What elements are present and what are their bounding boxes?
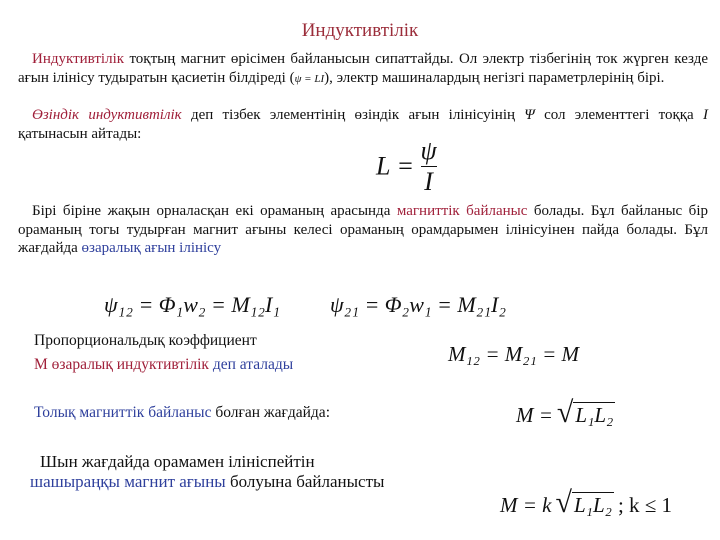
paragraph-mutual (18, 202, 708, 258)
symbol-M: M (34, 356, 48, 373)
paragraph-text: Бірі біріне жақын орналасқан екі ораманың арасында (32, 203, 397, 219)
symbol-psi: Ψ (524, 107, 535, 123)
paragraph-text: болады. Бұл байланыс бір ораманың тогы тудырған магнит ағыны келесі ораманың орамдарымен ілінісуінен пайда болады. Бұл жағдайда (18, 203, 708, 256)
formula-M-equal: M₁₂ = M₂₁ = M (448, 342, 580, 366)
denominator: I (424, 167, 433, 196)
formula-psi12: ψ₁₂ = Φ₁w₂ = M₁₂I₁ (104, 292, 280, 317)
slide-title: Индуктивтілік (301, 20, 419, 41)
label-real-case: Шын жағдайда орамамен ілініспейтін (40, 452, 315, 471)
term-full-coupling: Толық магниттік байланыс (34, 404, 212, 421)
symbol-current: I (702, 107, 708, 123)
term-inductance: Индуктивтілік (32, 51, 125, 67)
label-mutual-inductance (34, 356, 293, 374)
term-mutual-flux-linkage: өзаралық ағын ілінісу (81, 240, 222, 256)
formula-psi21: ψ₂₁ = Φ₂w₁ = M₂₁I₂ (330, 292, 506, 317)
term-self-inductance: Өзіндік индуктивтілік (32, 107, 182, 123)
formula-lhs: L = (376, 151, 415, 181)
label-leakage-flux (30, 472, 384, 492)
formula-lhs: M = k (500, 493, 552, 517)
paragraph-text: тоқтың магнит өрісімен байланысын сипаттайды. Ол электр тізбегінің ток жүрген кезде ағын ілінісу тудыратын қасиетін білдіреді ( (18, 51, 708, 86)
radicand: L₁L₂ (575, 403, 614, 427)
fraction (421, 136, 437, 197)
paragraph-text: деп аталады (208, 356, 294, 373)
label-full-coupling (34, 404, 330, 422)
term-mutual-inductance: өзаралық индуктивтілік (47, 356, 209, 373)
formula-L-psi-over-I (376, 136, 437, 197)
paragraph-text: қатынасын айтады: (18, 125, 142, 142)
formula-lhs: M = (516, 403, 553, 427)
term-magnetic-coupling: магниттік байланыс (396, 203, 528, 219)
paragraph-text: болған жағдайда: (211, 404, 330, 421)
sqrt-sign: √ (555, 486, 572, 519)
paragraph-text: деп тізбек элементінің өзіндік ағын ілінісуінің (181, 107, 525, 123)
paragraph-text: ), электр машиналардың негізгі параметрлерінің бірі. (324, 69, 665, 86)
label-proportionality: Пропорциональдық коэффициент (34, 332, 257, 349)
sqrt-sign: √ (556, 396, 574, 429)
formula-condition: ; k ≤ 1 (617, 493, 673, 517)
term-leakage-flux: шашыраңқы магнит ағыны (30, 472, 226, 491)
formula-M-k (500, 488, 672, 518)
paragraph-text: болуына байланысты (225, 472, 385, 491)
paragraph-self-inductance (18, 106, 708, 143)
paragraph-inductance (18, 50, 708, 88)
paragraph-text: сол элементтегі тоққа (534, 107, 703, 123)
formula-M-sqrt (516, 398, 615, 428)
formula-psi-li: ψ = LI (294, 72, 325, 85)
numerator: ψ (420, 136, 437, 165)
radicand: L₁L₂ (573, 493, 612, 517)
